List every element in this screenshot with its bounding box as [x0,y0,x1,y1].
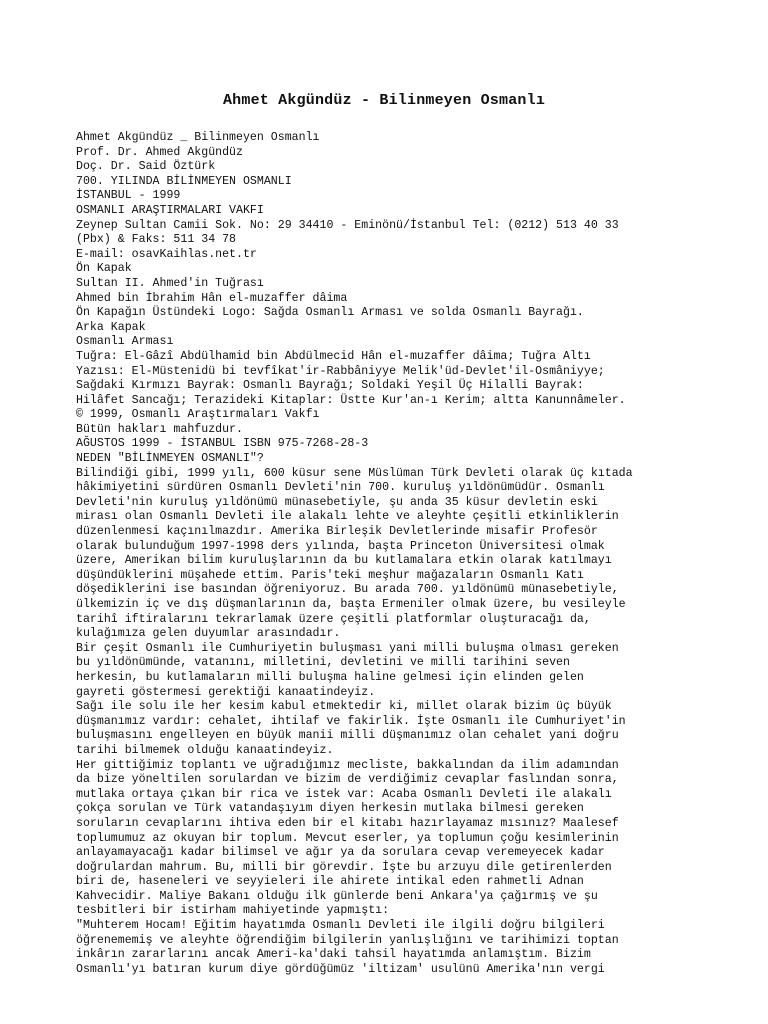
text-line: Devleti'nin kuruluş yıldönümü münasebetiyle, şu anda 35 küsur devletin eski [76,495,598,509]
text-line: AĞUSTOS 1999 - İSTANBUL ISBN 975-7268-28-3 [76,437,369,451]
text-line: 700. YILINDA BİLİNMEYEN OSMANLI [76,174,292,188]
text-line: anlayamayacağı kadar bilimsel ve ağır ya da sorulara cevap veremeyecek kadar [76,846,605,860]
text-line: OSMANLI ARAŞTIRMALARI VAKFI [76,203,264,217]
text-line: Her gittiğimiz toplantı ve uğradığımız mecliste, bakkalından da ilim adamından [76,758,619,772]
text-line: Ahmed bin İbrahim Hân el-muzaffer dâima [76,291,348,305]
text-line: Prof. Dr. Ahmed Akgündüz [76,145,243,159]
text-line: Ahmet Akgündüz _ Bilinmeyen Osmanlı [76,131,320,144]
text-line: Osmanlı'yı batıran kurum diye gördüğümüz 'iltizam' usulünü Amerika'nın vergi [76,962,605,976]
text-line: Bir çeşit Osmanlı ile Cumhuriyetin buluşması yani milli buluşma olması gereken [76,641,619,655]
text-line: gayreti göstermesi gerektiği kanaatindeyiz. [76,685,376,699]
text-line: tesbitleri bir istirham mahiyetinde yapmıştı: [76,904,390,918]
text-line: (Pbx) & Faks: 511 34 78 [76,233,237,247]
text-line: "Muhterem Hocam! Eğitim hayatımda Osmanlı Devleti ile ilgili doğru bilgileri [76,919,605,933]
text-line: inkârın zararlarını ancak Ameri-ka'daki tahsil hayatımda anlamıştım. Bizim [76,948,591,962]
text-line: Yazısı: El-Müstenidü bi tevfîkat'ir-Rabbâniyye Melik'üd-Devlet'il-Osmâniyye; [76,364,605,378]
text-line: Osmanlı Arması [76,335,174,349]
text-line: bu yıldönümünde, vatanını, milletini, devletini ve milli tarihini seven [76,656,570,670]
text-line: üzere, Amerikan bilim kuruluşlarının da bu kutlamalara etkin olarak katılmayı [76,554,612,568]
text-line: toplumumuz az okuyan bir toplum. Mevcut eserler, ya toplumun çoğu kesimlerinin [76,831,619,845]
text-line: soruların cevaplarını ihtiva eden bir el kitabı hazırlayamaz mısınız? Maalesef [76,816,619,830]
document-title: Ahmet Akgündüz - Bilinmeyen Osmanlı [222,92,546,109]
text-line: E-mail: osavKaihlas.net.tr [76,247,257,261]
text-line: NEDEN "BİLİNMEYEN OSMANLI"? [76,452,264,466]
text-line: mirası olan Osmanlı Devleti ile alakalı lehte ve aleyhte çeşitli etkinliklerin [76,510,619,524]
text-line: tarihi bilmemek olduğu kanaatindeyiz. [76,743,334,757]
text-line: © 1999, Osmanlı Araştırmaları Vakfı [76,408,320,422]
text-line: İSTANBUL - 1999 [76,189,181,203]
text-line: Ön Kapak [76,262,132,276]
text-line: Sağı ile solu ile her kesim kabul etmektedir ki, millet olarak bizim üç büyük [76,700,612,714]
text-line: biri de, haseneleri ve seyyieleri ile ahirete intikal eden rahmetli Adnan [76,875,584,889]
text-line: çokça sorulan ve Türk vatandaşıyım diyen herkesin mutlaka bilmesi gereken [76,802,584,816]
text-line: düşündüklerini müşahede ettim. Paris'teki meşhur mağazaların Osmanlı Katı [76,568,584,582]
text-line: herkesin, bu kutlamaların milli buluşma haline gelmesi için elinden gelen [76,670,584,684]
text-line: da bize yöneltilen sorulardan ve bizim de verdiğimiz cevaplar faslından sonra, [76,773,619,787]
document-body [76,131,696,977]
text-line: düzenlenmesi kaçınılmazdır. Amerika Birleşik Devletlerinde misafir Profesör [76,525,598,539]
text-line: Sultan II. Ahmed'in Tuğrası [76,276,264,290]
text-line: Arka Kapak [76,320,146,334]
text-line: mutlaka ortaya çıkan bir rica ve istek var: Acaba Osmanlı Devleti ile alakalı [76,787,612,801]
text-line: Kahvecidir. Maliye Bakanı olduğu ilk günlerde beni Ankara'ya çağırmış ve şu [76,889,598,903]
text-line: Bilindiği gibi, 1999 yılı, 600 küsur sene Müslüman Türk Devleti olarak üç kıtada [76,466,633,480]
text-line: hâkimiyetini sürdüren Osmanlı Devleti'nin 700. kuruluş yıldönümüdür. Osmanlı [76,481,605,495]
text-line: Zeynep Sultan Camii Sok. No: 29 34410 - Eminönü/İstanbul Tel: (0212) 513 40 33 [76,218,619,232]
text-line: doğrulardan mahrum. Bu, milli bir görevdir. İşte bu arzuyu dile getirenlerden [76,860,612,874]
text-line: tarihî iftiralarını tekrarlamak üzere çeşitli platformlar oluşturacağı da, [76,612,591,626]
text-line: olarak bulunduğum 1997-1998 ders yılında, başta Princeton Üniversitesi olmak [76,539,605,553]
text-line: Hilâfet Sancağı; Terazideki Kitaplar: Üstte Kur'an-ı Kerim; altta Kanunnâmeler. [76,393,626,407]
text-line: buluşmasını engelleyen en büyük manii milli düşmanımız olan cehalet yani doğru [76,729,619,743]
text-line: öğrenememiş ve aleyhte öğrendiğim bilgilerin yanlışlığını ve tarihimizi toptan [76,933,619,947]
text-line: döşediklerini ise basından öğreniyoruz. Bu arada 700. yıldönümü münasebetiyle, [76,583,619,597]
text-line: Tuğra: El-Gâzî Abdülhamid bin Abdülmecid Hân el-muzaffer dâima; Tuğra Altı [76,349,591,363]
text-line: ülkemizin iç ve dış düşmanlarının da, başta Ermeniler olmak üzere, bu vesileyle [76,598,626,611]
text-line: Ön Kapağın Üstündeki Logo: Sağda Osmanlı Arması ve solda Osmanlı Bayrağı. [76,306,584,320]
text-line: düşmanımız vardır: cehalet, ihtilaf ve fakirlik. İşte Osmanlı ile Cumhuriyet'in [76,714,626,728]
text-line: Doç. Dr. Said Öztürk [76,160,216,174]
text-line: kulağımıza gelen duyumlar arasındadır. [76,627,341,641]
text-line: Bütün hakları mahfuzdur. [76,422,243,436]
text-line: Sağdaki Kırmızı Bayrak: Osmanlı Bayrağı; Soldaki Yeşil Üç Hilalli Bayrak: [76,379,584,393]
